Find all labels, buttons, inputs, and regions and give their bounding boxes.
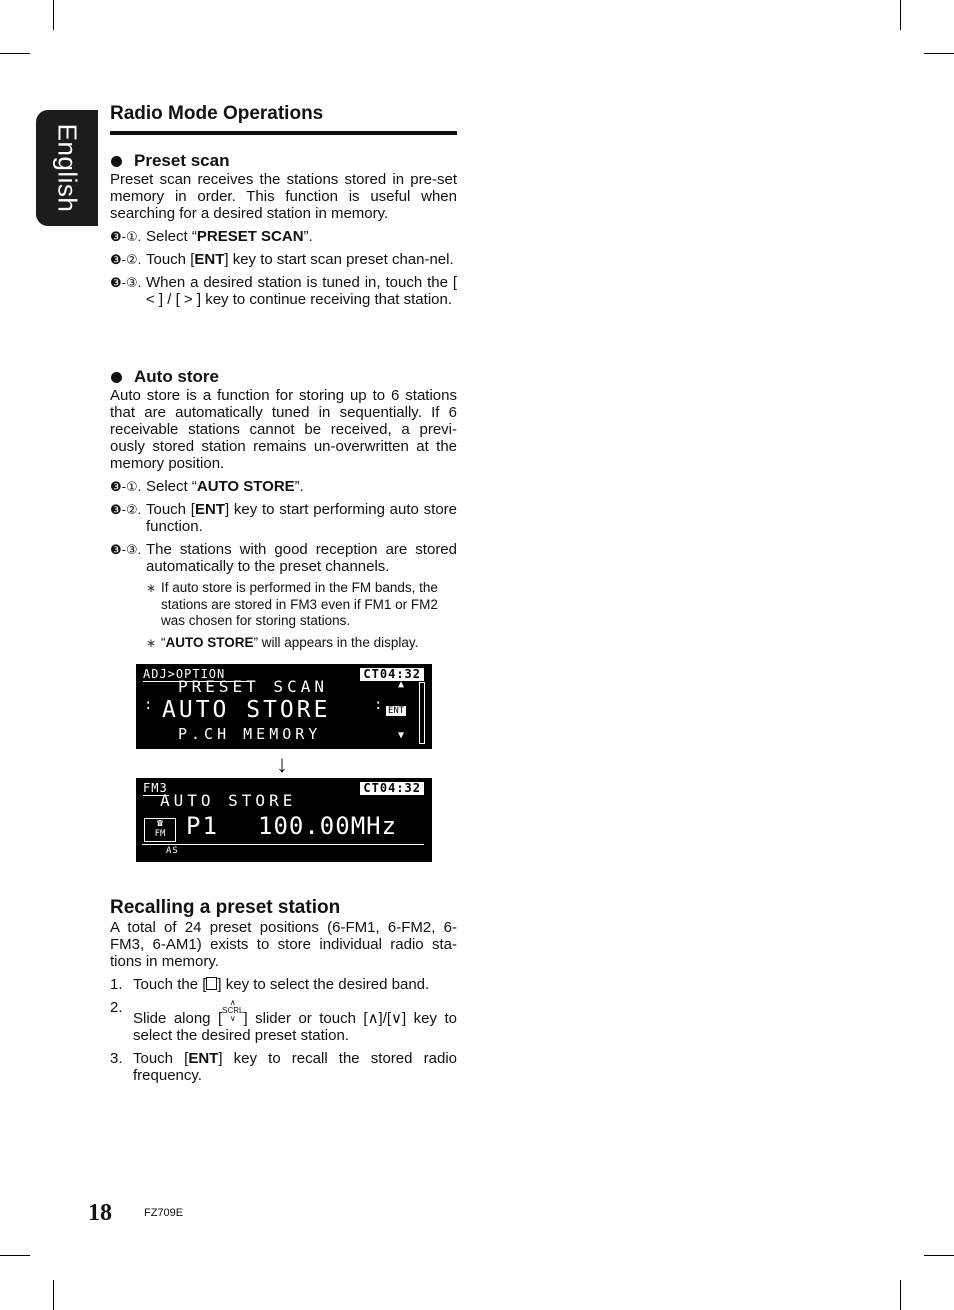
recalling-item-3 — [110, 1050, 457, 1084]
lcd-frequency: 100.00MHz — [258, 812, 398, 840]
crop-mark — [900, 1280, 901, 1310]
preset-scan-section — [110, 151, 457, 308]
note-text: If auto store is performed in the FM bands, the stations are stored in FM3 even if FM1 or FM2 was chosen for storing stations. — [161, 580, 438, 628]
lcd-breadcrumb: ADJ>OPTION — [143, 667, 226, 681]
item-text: Touch [ENT] key to recall the stored radio frequency. — [133, 1050, 457, 1084]
preset-scan-intro: Preset scan receives the stations stored in pre-set memory in order. This function is useful when searching for a desired station in memory. — [110, 171, 457, 222]
lcd-bracket-left: : — [144, 697, 153, 713]
lcd-clock: CT04:32 — [360, 668, 424, 681]
bullet-icon — [111, 372, 122, 383]
title-rule — [110, 131, 457, 135]
note-marker: ∗ — [146, 581, 157, 595]
lcd-line-main: AUTO STORE — [162, 697, 331, 723]
crop-mark — [53, 0, 54, 30]
auto-store-heading-text: Auto store — [134, 367, 219, 386]
crop-mark — [53, 1280, 54, 1310]
preset-scan-step-3 — [110, 274, 457, 308]
auto-store-step-2 — [110, 501, 457, 535]
note-marker: ∗ — [146, 635, 157, 650]
language-label: English — [52, 123, 83, 213]
lcd-ent-badge: ENT — [388, 706, 405, 716]
step-text: Touch [ENT] key to start performing auto store function. — [146, 501, 457, 535]
step-text: The stations with good reception are stored automatically to the preset channels. — [146, 541, 457, 575]
crop-mark — [924, 53, 954, 54]
item-number: 2. — [110, 999, 123, 1016]
note-text: “AUTO STORE” will appears in the display. — [161, 634, 419, 650]
item-number: 1. — [110, 976, 123, 993]
step-text: Touch [ENT] key to start scan preset chan-nel. — [146, 251, 454, 268]
lcd-line-bottom: P.CH MEMORY — [178, 725, 322, 743]
transition-arrow-icon: ↓ — [276, 751, 288, 778]
step-marker: ❸-②. — [110, 502, 142, 517]
crop-mark — [900, 0, 901, 30]
auto-store-heading — [110, 367, 457, 387]
lcd-display-auto-store — [136, 778, 432, 862]
lcd-preset: P1 — [186, 812, 219, 840]
lcd-clock: CT04:32 — [360, 782, 424, 795]
item-text: Slide along [∧ SCRL ∨ ] slider or touch [∧]/[∨] key to select the desired preset station. — [133, 998, 457, 1044]
step-marker: ❸-①. — [110, 479, 142, 494]
crop-mark — [0, 53, 30, 54]
lcd-bracket-right: : — [374, 697, 383, 713]
auto-store-intro: Auto store is a function for storing up to 6 stations that are automatically tuned in sequentially. If 6 receivable stations cannot be received, a previ-ously stored station remains un-overwritten at the memory position. — [110, 387, 457, 472]
preset-scan-heading-text: Preset scan — [134, 151, 230, 170]
bullet-icon — [111, 156, 122, 167]
section-title: Radio Mode Operations — [110, 103, 324, 124]
scrl-slider-icon: ∧ SCRL ∨ — [222, 998, 244, 1023]
band-key-icon — [206, 977, 217, 990]
scroll-down-icon: ▼ — [397, 730, 404, 741]
preset-scan-step-2 — [110, 251, 457, 268]
lcd-band: FM3 — [143, 781, 168, 795]
step-marker: ❸-②. — [110, 252, 142, 267]
page-number: 18 — [88, 1200, 112, 1226]
auto-store-step-3 — [110, 541, 457, 575]
lcd-status: AS — [166, 846, 179, 856]
item-number: 3. — [110, 1050, 123, 1067]
lcd-line-top: AUTO STORE — [160, 791, 297, 810]
preset-scan-step-1 — [110, 228, 457, 245]
step-text: Select “PRESET SCAN”. — [146, 228, 313, 245]
lcd-scrollbar — [419, 682, 425, 744]
auto-store-section — [110, 367, 457, 651]
section-header — [110, 103, 457, 135]
item-text: Touch the [ ] key to select the desired band. — [133, 976, 430, 993]
recalling-item-1 — [110, 976, 457, 993]
model-code: FZ709E — [144, 1207, 184, 1219]
language-tab — [36, 110, 98, 226]
recalling-item-2 — [110, 999, 457, 1044]
lcd-divider — [142, 844, 424, 845]
crop-mark — [0, 1255, 30, 1256]
recalling-intro: A total of 24 preset positions (6-FM1, 6-FM2, 6-FM3, 6-AM1) exists to store individual radio sta-tions in memory. — [110, 919, 457, 970]
lcd-display-option-menu — [136, 664, 432, 749]
scroll-up-icon: ▲ — [397, 679, 404, 690]
radio-band-icon: ☎ FM — [144, 818, 176, 842]
step-text: Select “AUTO STORE”. — [146, 478, 304, 495]
step-text: When a desired station is tuned in, touch the [ < ] / [ > ] key to continue receiving that station. — [146, 274, 457, 308]
lcd-line-top: PRESET SCAN — [178, 677, 328, 696]
auto-store-step-1 — [110, 478, 457, 495]
recalling-section — [110, 897, 457, 1084]
crop-mark — [924, 1255, 954, 1256]
step-marker: ❸-③. — [110, 275, 142, 290]
recalling-heading: Recalling a preset station — [110, 897, 341, 918]
auto-store-note-1 — [110, 580, 457, 630]
step-marker: ❸-③. — [110, 542, 142, 557]
step-marker: ❸-①. — [110, 229, 142, 244]
auto-store-note-2 — [110, 635, 457, 652]
preset-scan-heading — [110, 151, 457, 171]
